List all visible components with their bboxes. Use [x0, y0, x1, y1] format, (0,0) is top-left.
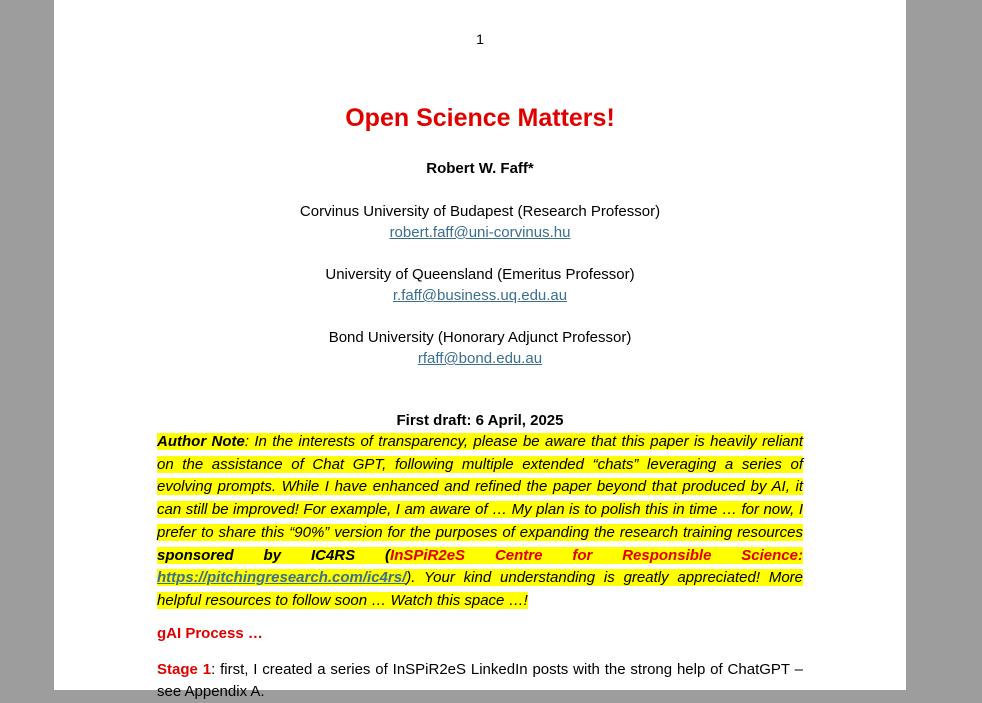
page-number: 1 [476, 31, 484, 47]
centre-colon: : [798, 546, 803, 564]
affiliation-queensland [54, 264, 906, 306]
draft-date: First draft: 6 April, 2025 [396, 412, 564, 429]
sponsor-text: sponsored by IC4RS [157, 546, 356, 564]
author-note-text: : In the interests of transparency, please be aware that this paper is heavily reliant on the assistance of Chat GPT, following multiple extended “chats” leveraging a series of evolving prompts. While I have enhanced and refined the paper beyond that produced by AI, it can still be improved! For example, I am aware of … My plan is to polish this in time … for now, I prefer to share this “90%” version for the purposes of expanding the research training resources [157, 433, 804, 541]
author-name: Robert W. Faff* [426, 160, 534, 177]
section-heading: gAI Process … [157, 625, 263, 642]
centre-name: InSPiR2eS Centre for Responsible Science [390, 546, 798, 564]
paper-title: Open Science Matters! [345, 104, 615, 132]
author-note-paragraph [157, 431, 803, 613]
affiliation-institution: Corvinus University of Budapest (Research Professor) [299, 203, 661, 220]
ic4rs-link[interactable]: https://pitchingresearch.com/ic4rs/ [157, 569, 407, 587]
stage-1-paragraph [157, 659, 803, 703]
affiliation-email-link[interactable]: robert.faff@uni-corvinus.hu [389, 224, 571, 241]
author-note-closing: ). Your kind understanding is greatly appreciated! More helpful resources to follow soon … Watch this space …! [157, 569, 803, 609]
document-page [54, 0, 906, 700]
stage-1-label: Stage 1 [157, 661, 212, 678]
affiliation-institution: University of Queensland (Emeritus Professor) [325, 266, 635, 283]
affiliation-email-link[interactable]: r.faff@business.uq.edu.au [392, 287, 568, 304]
author-note-label: Author Note [157, 433, 245, 450]
affiliation-institution: Bond University (Honorary Adjunct Professor) [328, 329, 632, 346]
affiliation-corvinus [54, 201, 906, 243]
affiliation-bond [54, 327, 906, 369]
stage-1-text: : first, I created a series of InSPiR2eS LinkedIn posts with the strong help of ChatGPT – see Appendix A. [157, 661, 804, 700]
paren-open: ( [355, 546, 391, 564]
affiliation-email-link[interactable]: rfaff@bond.edu.au [417, 350, 543, 367]
